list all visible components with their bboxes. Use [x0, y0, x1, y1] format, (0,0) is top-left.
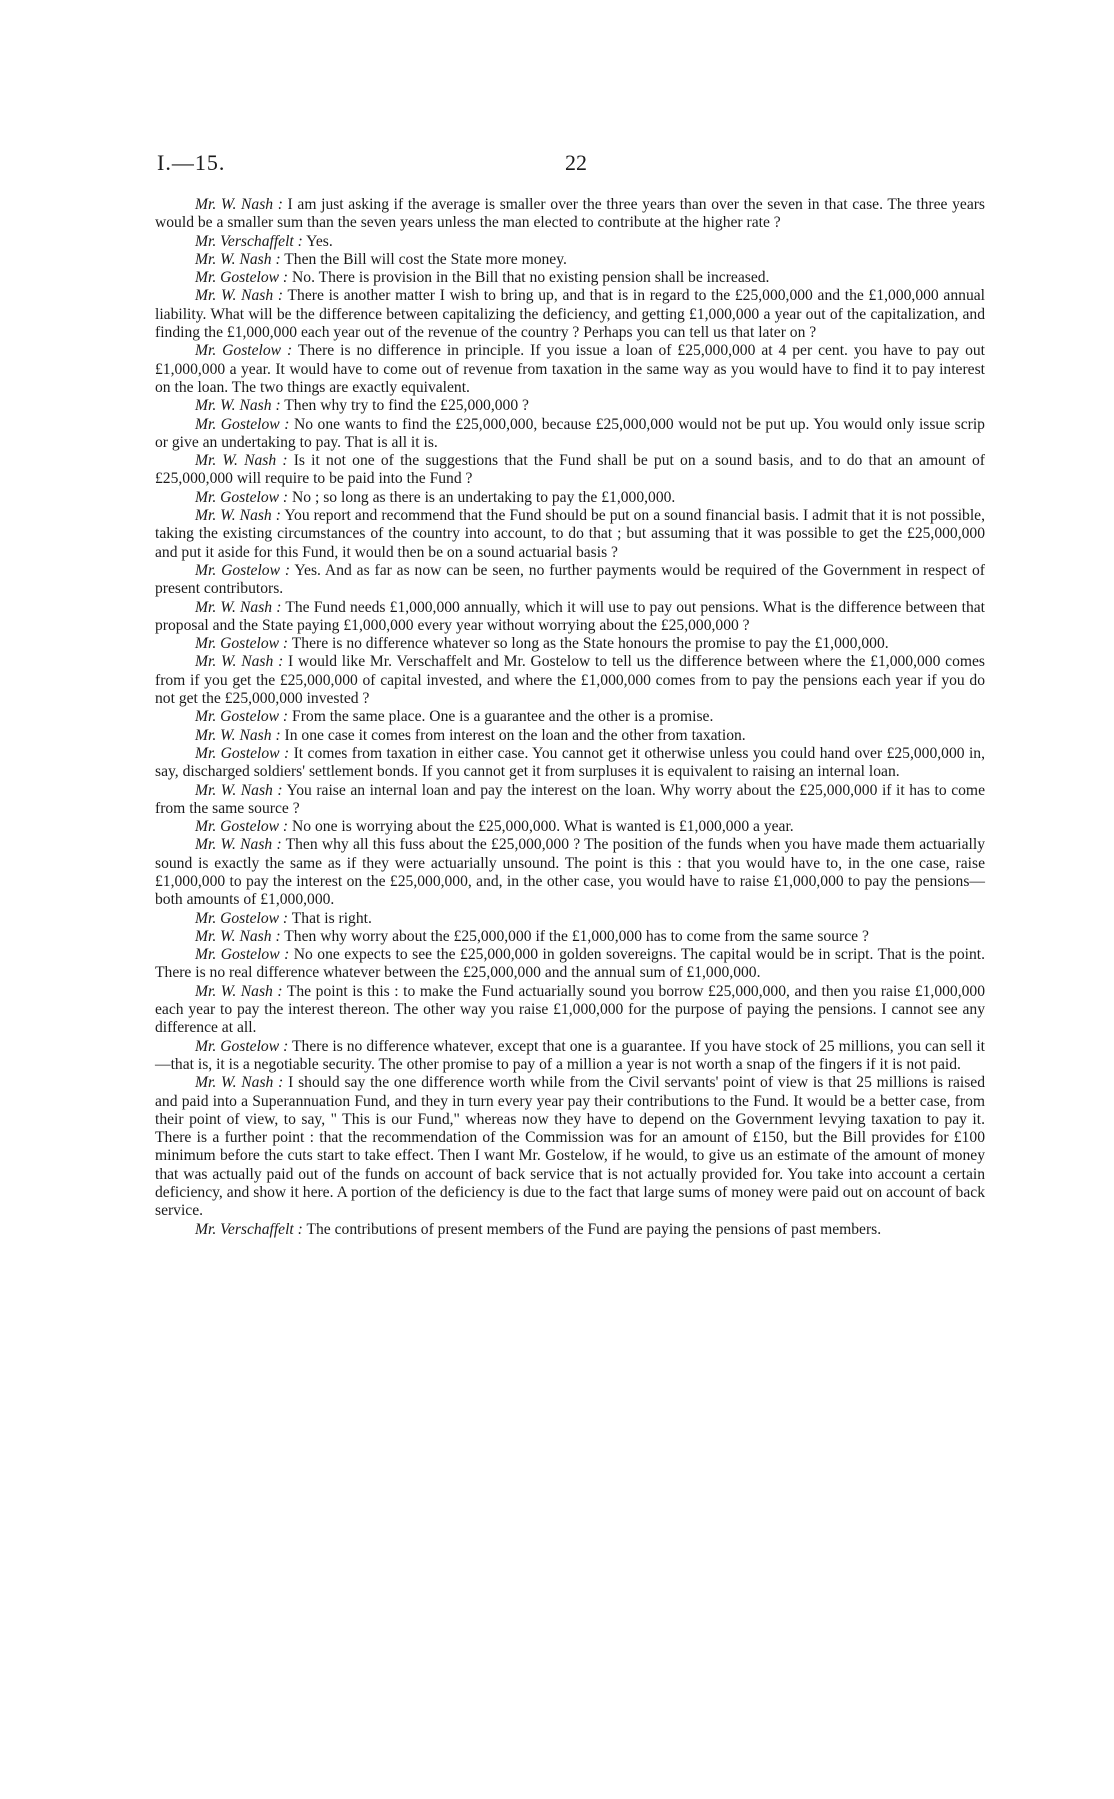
- speech-text: There is no difference whatever so long as the State honours the promise to pay the £1,000,000.: [288, 635, 889, 653]
- speaker-name: Mr. Gostelow :: [195, 708, 289, 726]
- speech-text: The contributions of present members of the Fund are paying the pensions of past members.: [302, 1220, 882, 1238]
- transcript-paragraph: [155, 782, 985, 819]
- speaker-name: Mr. Gostelow :: [195, 415, 290, 433]
- speech-text: Yes.: [302, 232, 333, 250]
- transcript-paragraph: [155, 983, 985, 1038]
- transcript-paragraph: [155, 1038, 985, 1075]
- transcript-paragraph: [155, 910, 985, 928]
- transcript-paragraph: [155, 251, 985, 269]
- speech-text: In one case it comes from interest on the loan and the other from taxation.: [280, 726, 746, 744]
- transcript-paragraph: [155, 489, 985, 507]
- speaker-name: Mr. Gostelow :: [195, 269, 289, 287]
- speech-text: There is no difference in principle. If you issue a loan of £25,000,000 at 4 per cent. you have to pay out £1,000,000 a year. It would have to come out of revenue from taxation in the same way as you would have to find it to pay interest on the loan. The two things are exactly equivalent.: [155, 342, 985, 396]
- transcript-paragraph: [155, 397, 985, 415]
- transcript-paragraph: [155, 196, 985, 233]
- speaker-name: Mr. W. Nash :: [195, 726, 281, 744]
- speech-text: Then why worry about the £25,000,000 if the £1,000,000 has to come from the same source ?: [280, 927, 869, 945]
- speaker-name: Mr. W. Nash :: [195, 507, 281, 525]
- speech-text: It comes from taxation in either case. You cannot get it otherwise unless you could hand over £25,000,000 in, say, discharged soldiers' settlement bonds. If you cannot get it from surpluses it is equivalent to raising an internal loan.: [155, 744, 985, 781]
- speech-text: No one is worrying about the £25,000,000. What is wanted is £1,000,000 a year.: [288, 818, 794, 836]
- transcript-paragraph: [155, 836, 985, 909]
- document-reference: I.—15.: [157, 150, 226, 175]
- speaker-name: Mr. Gostelow :: [195, 818, 289, 836]
- document-page: [155, 150, 985, 1239]
- speaker-name: Mr. W. Nash :: [195, 836, 282, 854]
- transcript-paragraph: [155, 635, 985, 653]
- speech-text: From the same place. One is a guarantee and the other is a promise.: [288, 708, 714, 726]
- transcript-paragraph: [155, 1221, 985, 1239]
- speaker-name: Mr. W. Nash :: [195, 982, 283, 1000]
- transcript-paragraph: [155, 745, 985, 782]
- speaker-name: Mr. Gostelow :: [195, 744, 290, 762]
- speech-text: I would like Mr. Verschaffelt and Mr. Gostelow to tell us the difference between where the £1,000,000 comes from if you get the £25,000,000 of capital invested, and where the £1,000,000 comes from to pay the pensions each year if you do not get the £25,000,000 invested ?: [155, 653, 985, 708]
- speech-text: There is another matter I wish to bring up, and that is in regard to the £25,000,000 and the £1,000,000 annual liability. What will be the difference between capitalizing the deficiency, and getting £1,000,000 a year out of the capitalization, and finding the £1,000,000 each year out of the revenue of the country ? Perhaps you can tell us that later on ?: [155, 287, 985, 342]
- transcript-paragraph: [155, 452, 985, 489]
- speaker-name: Mr. W. Nash :: [195, 250, 281, 268]
- speaker-name: Mr. W. Nash :: [195, 927, 281, 945]
- speaker-name: Mr. W. Nash :: [195, 1074, 284, 1092]
- speaker-name: Mr. Gostelow :: [195, 946, 290, 964]
- transcript-paragraph: [155, 562, 985, 599]
- speaker-name: Mr. Gostelow :: [195, 561, 291, 579]
- speaker-name: Mr. Gostelow :: [195, 1037, 289, 1055]
- transcript-paragraph: [155, 287, 985, 342]
- speaker-name: Mr. W. Nash :: [195, 287, 284, 305]
- speech-text: I should say the one difference worth while from the Civil servants' point of view is that 25 millions is raised and paid into a Superannuation Fund, and they in turn every year pay their contributions to the Fund. It would be a better case, from their point of view, to say, " This is our Fund," whereas now they have to depend on the Government levying taxation to pay it. There is a further point : that the recommendation of the Commission was for an amount of £150, but the Bill provides for £100 minimum before the cuts start to take effect. Then I want Mr. Gostelow, if he would, to give us an estimate of the amount of money that was actually paid out of the funds on account of back service that is not actually provided for. You take into account a certain deficiency, and show it here. A portion of the deficiency is due to the fact that large sums of money were paid out on account of back service.: [155, 1074, 986, 1220]
- transcript-paragraph: [155, 727, 985, 745]
- speech-text: The point is this : to make the Fund actuarially sound you borrow £25,000,000, and then you raise £1,000,000 each year to pay the interest thereon. The other way you raise £1,000,000 for the purpose of paying the pensions. I cannot see any difference at all.: [155, 982, 986, 1037]
- page-header: [155, 150, 985, 186]
- speaker-name: Mr. Gostelow :: [195, 488, 289, 506]
- speech-text: No one wants to find the £25,000,000, because £25,000,000 would not be put up. You would only issue scrip or give an undertaking to pay. That is all it is.: [155, 415, 985, 451]
- speech-text: No ; so long as there is an undertaking to pay the £1,000,000.: [288, 488, 676, 506]
- speech-text: You report and recommend that the Fund should be put on a sound financial basis. I admit that it is not possible, taking the existing circumstances of the country into account, to do that ; but assuming that it was possible to get the £25,000,000 and put it aside for this Fund, it would then be on a sound actuarial basis ?: [155, 507, 986, 561]
- speaker-name: Mr. Gostelow :: [195, 909, 289, 927]
- speech-text: I am just asking if the average is smaller over the three years than over the seven in that case. The three years would be a smaller sum than the seven years unless the man elected to contribute at the higher rate ?: [155, 196, 985, 232]
- speaker-name: Mr. W. Nash :: [195, 196, 283, 213]
- transcript-paragraph: [155, 233, 985, 251]
- speaker-name: Mr. W. Nash :: [195, 653, 284, 671]
- transcript-paragraph: [155, 269, 985, 287]
- speech-text: You raise an internal loan and pay the interest on the loan. Why worry about the £25,000,000 if it has to come from the same source ?: [155, 781, 985, 817]
- transcript-paragraph: [155, 1074, 985, 1220]
- transcript-paragraph: [155, 507, 985, 562]
- speech-text: Is it not one of the suggestions that the Fund shall be put on a sound basis, and to do that an amount of £25,000,000 will require to be paid into the Fund ?: [155, 452, 985, 488]
- transcript-paragraph: [155, 818, 985, 836]
- transcript-paragraph: [155, 599, 985, 636]
- transcript-paragraph: [155, 928, 985, 946]
- speech-text: No one expects to see the £25,000,000 in golden sovereigns. The capital would be in script. That is the point. There is no real difference whatever between the £25,000,000 and the annual sum of £1,000,000.: [155, 946, 985, 982]
- transcript-paragraph: [155, 416, 985, 453]
- speaker-name: Mr. W. Nash :: [195, 598, 282, 616]
- speech-text: Then why all this fuss about the £25,000,000 ? The position of the funds when you have made them actuarially sound is exactly the same as if they were actuarially unsound. The point is this : that you would have to, in the one case, raise £1,000,000 to pay the interest on the £25,000,000, and, in the other case, you would have to raise £1,000,000 to pay the pensions—both amounts of £1,000,000.: [155, 836, 985, 909]
- speech-text: No. There is provision in the Bill that no existing pension shall be increased.: [288, 269, 770, 287]
- speech-text: There is no difference whatever, except that one is a guarantee. If you have stock of 25 millions, you can sell it—that is, it is a negotiable security. The other promise to pay of a million a year is not worth a snap of the fingers if it is not paid.: [155, 1037, 985, 1073]
- speech-text: Then why try to find the £25,000,000 ?: [280, 397, 529, 415]
- transcript-paragraph: [155, 342, 985, 397]
- speaker-name: Mr. W. Nash :: [195, 452, 288, 470]
- transcript-paragraph: [155, 708, 985, 726]
- speaker-name: Mr. Gostelow :: [195, 635, 289, 653]
- speaker-name: Mr. W. Nash :: [195, 781, 283, 799]
- transcript-paragraph: [155, 946, 985, 983]
- speech-text: That is right.: [288, 909, 372, 927]
- speech-text: Yes. And as far as now can be seen, no further payments would be required of the Government in respect of present contributors.: [155, 561, 985, 598]
- page-number: 22: [565, 150, 587, 175]
- speech-text: The Fund needs £1,000,000 annually, which it will use to pay out pensions. What is the difference between that proposal and the State paying £1,000,000 every year without worrying about the £25,000,000 ?: [155, 598, 985, 634]
- transcript-paragraph: [155, 653, 985, 708]
- speaker-name: Mr. Verschaffelt :: [195, 232, 303, 250]
- speaker-name: Mr. Verschaffelt :: [195, 1220, 303, 1238]
- speech-text: Then the Bill will cost the State more money.: [280, 250, 567, 268]
- speaker-name: Mr. Gostelow :: [195, 342, 293, 360]
- transcript-body: [155, 196, 985, 1239]
- speaker-name: Mr. W. Nash :: [195, 397, 281, 415]
